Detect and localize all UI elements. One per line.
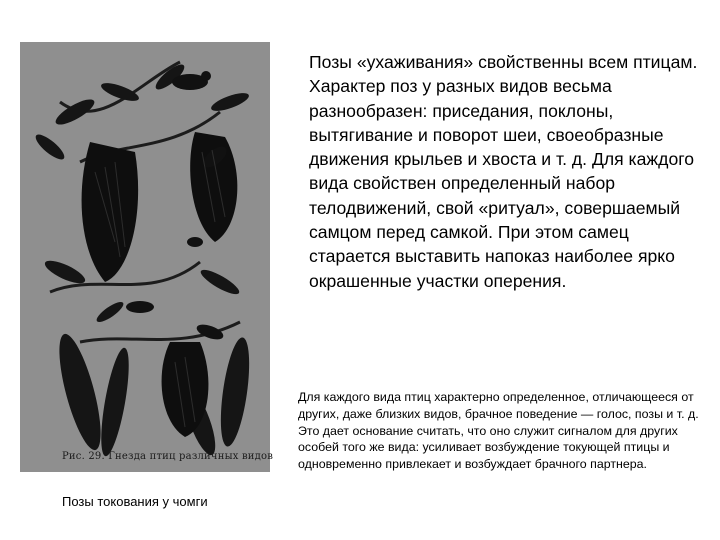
figure-caption: Рис. 29. Гнезда птиц различных видов — [62, 451, 274, 462]
photo-label: Позы токования у чомги — [62, 494, 208, 509]
main-paragraph: Позы «ухаживания» свойственны всем птицам. Характер поз у разных видов весьма разнообразен: приседания, поклоны, вытягивание и поворот шеи, своеобразные движения крыльев и хвоста и т. д. Для каждого вида свойствен определенный набор телодвижений, свой «ритуал», совершаемый самцом перед самкой. При этом самец старается выставить напоказ наиболее ярко окрашенные участки оперения. — [309, 52, 698, 291]
nests-drawing — [20, 42, 270, 472]
nests-illustration — [20, 42, 270, 472]
secondary-paragraph: Для каждого вида птиц характерно определенное, отличающееся от других, даже близких видов, брачное поведение — голос, позы и т. д. Это дает основание считать, что оно служит сигналом для других особей того же вида: усиливает возбуждение токующей птицы и одновременно привлекает и возбуждает брачного партнера. — [298, 390, 699, 472]
